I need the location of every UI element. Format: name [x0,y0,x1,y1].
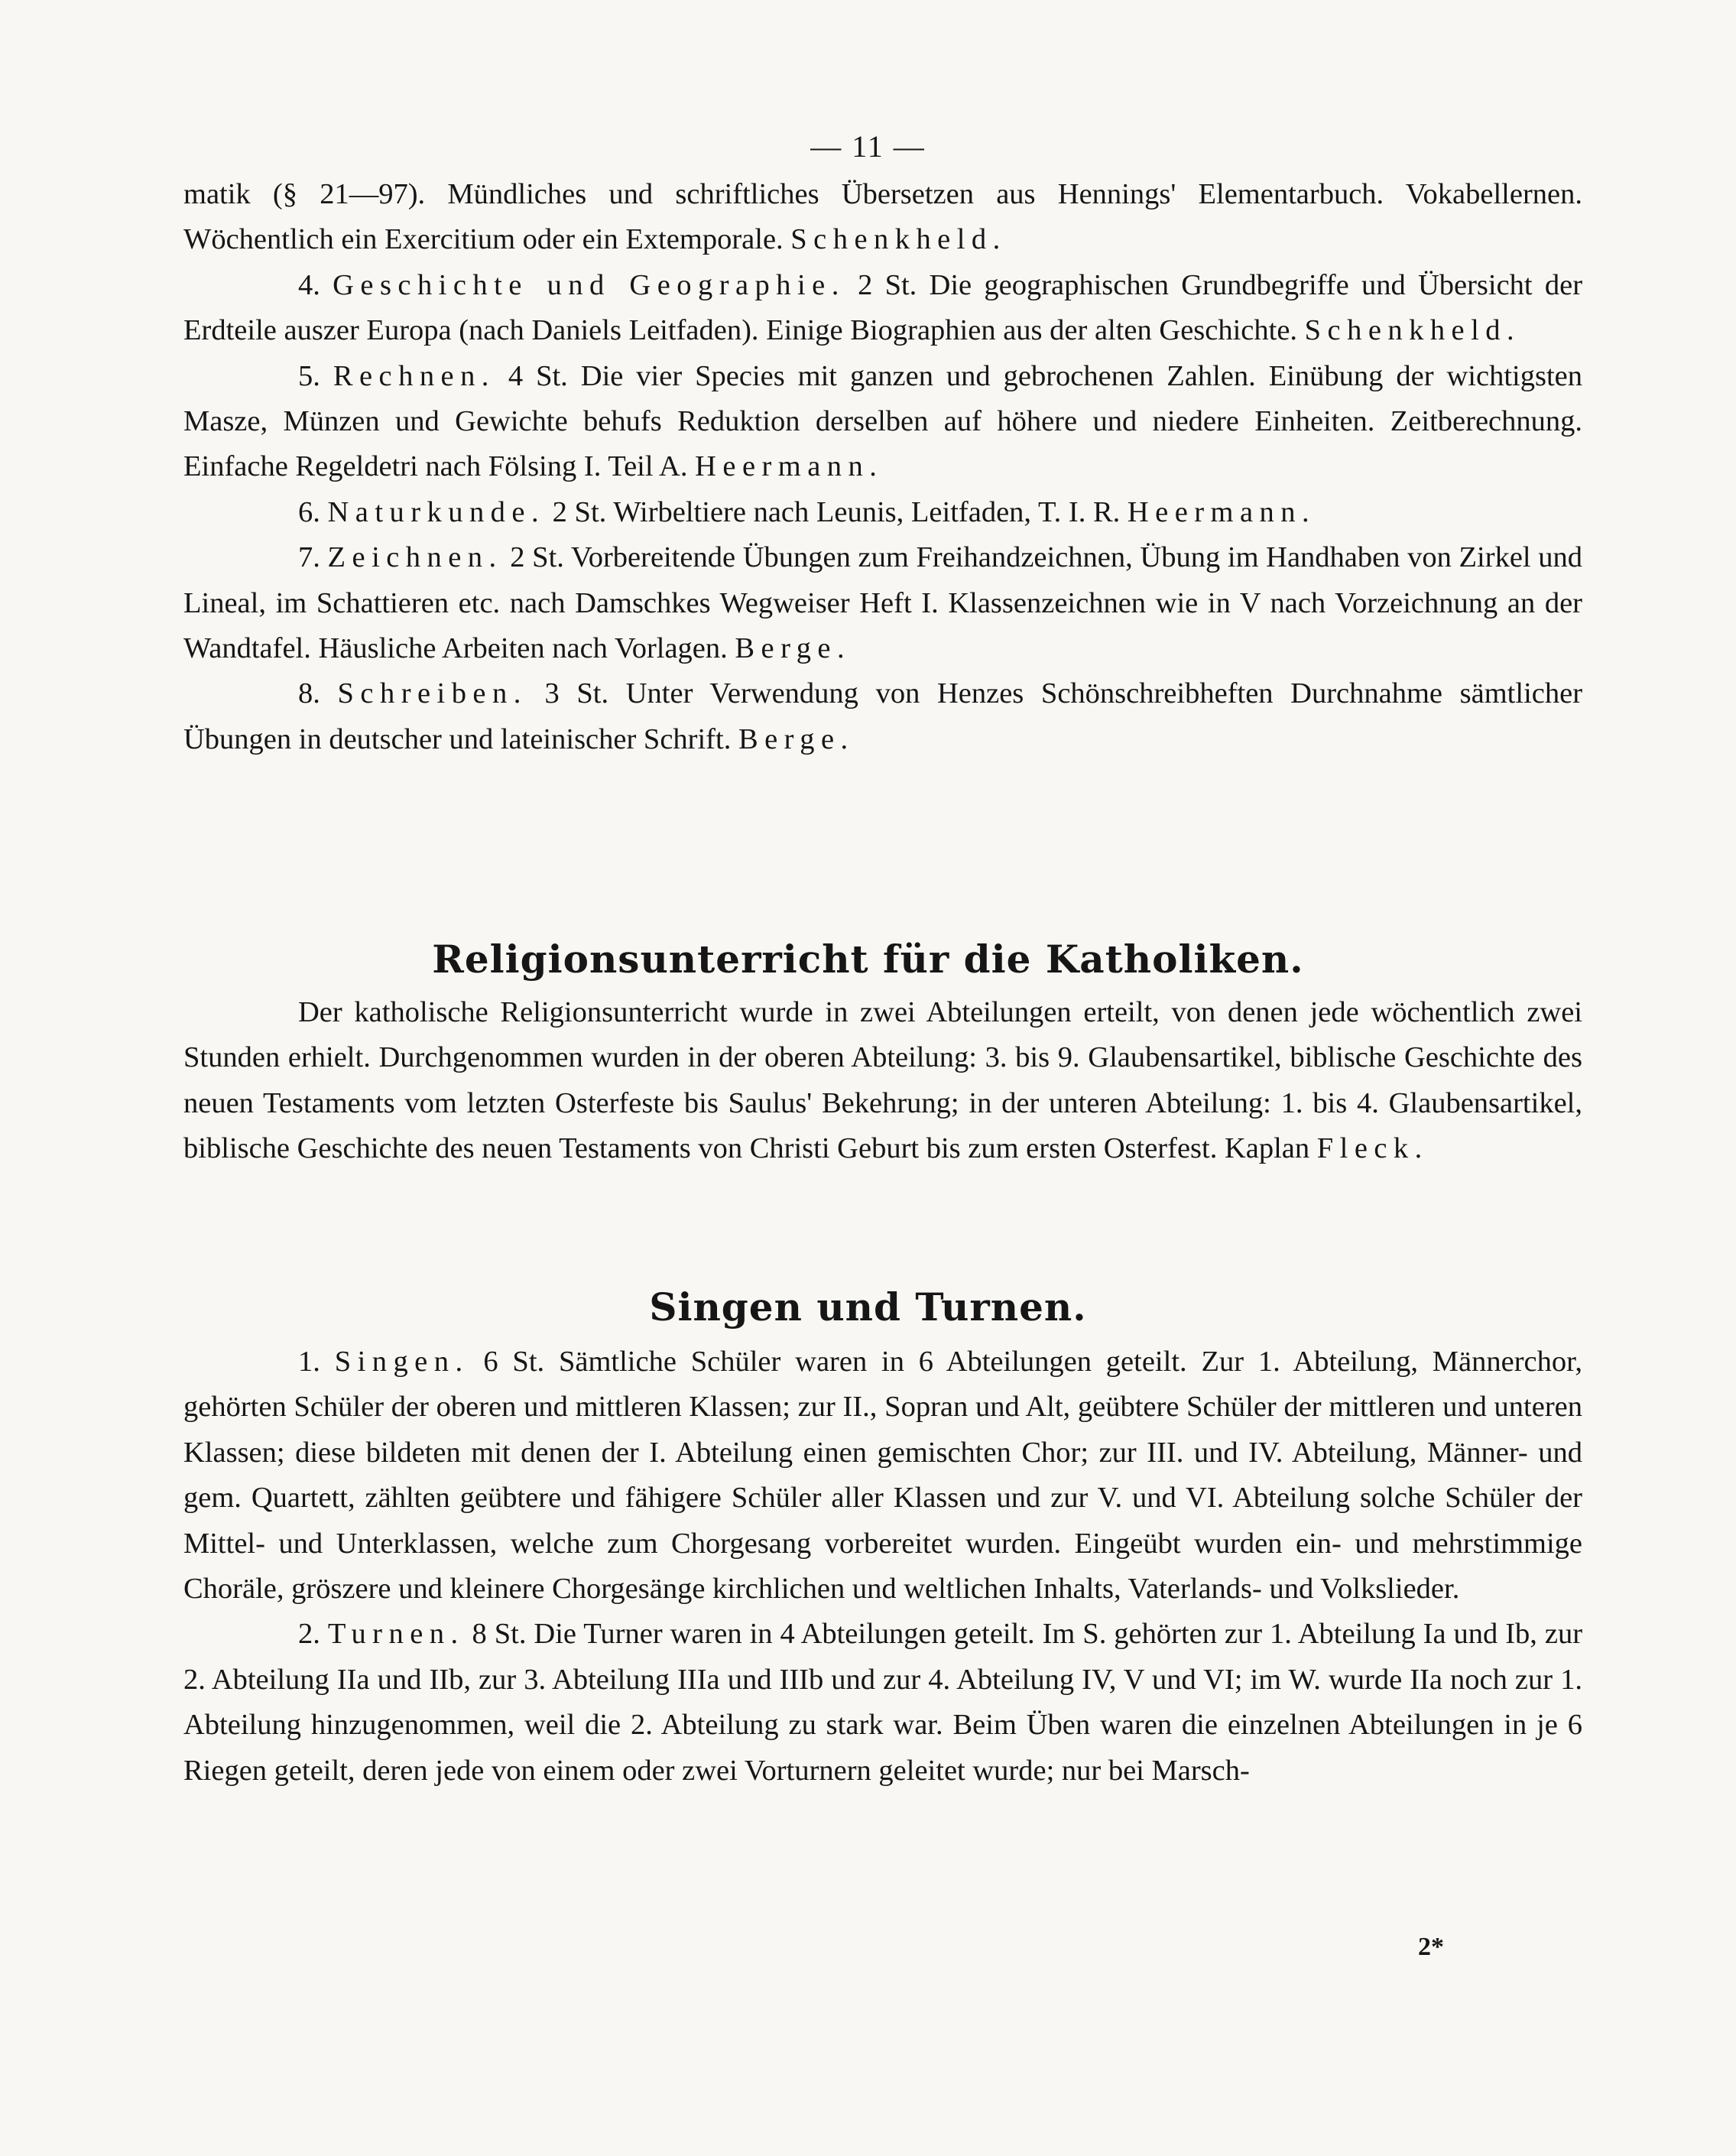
subject-title: Geschichte und Geographie. [333,268,845,301]
paragraph-religion [183,990,1582,1172]
subject-number: 6. [298,495,320,528]
paragraph-text: matik (§ 21—97). Mündliches und schriftliches Übersetzen aus Hennings' Elementarbuch. Vokabellernen. Wöchentlich ein Exercitium oder ein Extemporale. [183,178,1582,256]
subject-title: Schreiben. [337,677,527,710]
subject-text: 2 St. Die geographischen Grundbegriffe und Übersicht der Erdteile auszer Europa (nach Daniels Leitfaden). Einige Biographien aus der alten Geschichte. [183,268,1583,347]
item-number: 1. [298,1346,320,1378]
teacher-name: Schenkheld. [790,223,1007,256]
paragraph-singing [183,1339,1582,1612]
teacher-name: Berge. [735,632,852,665]
heading-singing-gymnastics: Singen und Turnen. [649,1284,1087,1330]
teacher-name: Heermann. [1127,495,1316,528]
paragraph-arithmetic [183,354,1582,490]
section-lessons [183,172,1582,762]
signature-mark: 2* [1418,1933,1444,1961]
teacher-name: Berge. [738,722,855,755]
subject-title: Zeichnen. [327,541,503,574]
paragraph-writing [183,671,1582,762]
paragraph-gymnastics [183,1612,1582,1794]
subject-text: 2 St. Vorbereitende Übungen zum Freihandzeichnen, Übung im Handhaben von Zirkel und Lineal, im Schattieren etc. nach Damschkes Wegweiser Heft I. Klassenzeichnen wie in V nach Vorzeichnung an der Wandtafel. Häusliche Arbeiten nach Vorlagen. [183,541,1583,665]
subject-text: 2 St. Wirbeltiere nach Leunis, Leitfaden, T. I. R. [552,495,1121,528]
subject-text: 4 St. Die vier Species mit ganzen und gebrochenen Zahlen. Einübung der wichtigsten Masze, Münzen und Gewichte behufs Reduktion derselben auf höhere und niedere Einheiten. Zeitberechnung. Einfache Regeldetri nach Fölsing I. Teil A. [183,359,1582,483]
item-number: 2. [298,1618,320,1651]
subject-text: 3 St. Unter Verwendung von Henzes Schönschreibheften Durchnahme sämtlicher Übungen in deutscher und lateinischer Schrift. [183,677,1583,755]
page-number: — 11 — [810,129,926,164]
paragraph-text: Der katholische Religionsunterricht wurde in zwei Abteilungen erteilt, von denen jede wöchentlich zwei Stunden erhielt. Durchgenommen wurden in der oberen Abteilung: 3. bis 9. Glaubensartikel, biblische Geschichte des neuen Testaments vom letzten Osterfeste bis Saulus' Bekehrung; in der unteren Abteilung: 1. bis 4. Glaubensartikel, biblische Geschichte des neuen Testaments von Christi Geburt bis zum ersten Osterfest. Kaplan [183,996,1582,1165]
subject-number: 8. [298,677,320,710]
subject-number: 5. [298,359,320,392]
item-title: Turnen. [327,1618,465,1651]
teacher-name: Fleck. [1316,1132,1429,1165]
subject-number: 4. [298,268,320,301]
teacher-name: Schenkheld. [1304,314,1521,347]
paragraph-natural-science [183,490,1582,535]
paragraph-grammar [183,172,1582,263]
section-singing-gymnastics [183,1339,1582,1794]
subject-title: Naturkunde. [327,495,546,528]
section-catholic-religion [183,990,1582,1172]
paragraph-history-geography [183,263,1582,354]
item-title: Singen. [334,1346,469,1378]
subject-number: 7. [298,541,320,574]
heading-catholic-religion: Religionsunterricht für die Katholiken. [432,937,1304,982]
teacher-name: Heermann. [695,450,884,483]
item-text: 8 St. Die Turner waren in 4 Abteilungen geteilt. Im S. gehörten zur 1. Abteilung Ia und Ib, zur 2. Abteilung IIa und IIb, zur 3. Abteilung IIIa und IIIb und zur 4. Abteilung IV, V und VI; im W. wurde IIa noch zur 1. Abteilung hinzugenommen, weil die 2. Abteilung zu stark war. Beim Üben waren die einzelnen Abteilungen in je 6 Riegen geteilt, deren jede von einem oder zwei Vorturnern geleitet wurde; nur bei Marsch- [183,1618,1583,1787]
item-text: 6 St. Sämtliche Schüler waren in 6 Abteilungen geteilt. Zur 1. Abteilung, Männerchor, gehörten Schüler der oberen und mittleren Klassen; zur II., Sopran und Alt, geübtere Schüler der mittleren und unteren Klassen; diese bildeten mit denen der I. Abteilung einen gemischten Chor; zur III. und IV. Abteilung, Männer- und gem. Quartett, zählten geübtere und fähigere Schüler aller Klassen und zur V. und VI. Abteilung solche Schüler der Mittel- und Unterklassen, welche zum Chorgesang vorbereitet wurden. Eingeübt wurden ein- und mehrstimmige Choräle, gröszere und kleinere Chorgesänge kirchlichen und weltlichen Inhalts, Vaterlands- und Volkslieder. [183,1346,1583,1606]
subject-title: Rechnen. [333,359,495,392]
paragraph-drawing [183,535,1582,671]
